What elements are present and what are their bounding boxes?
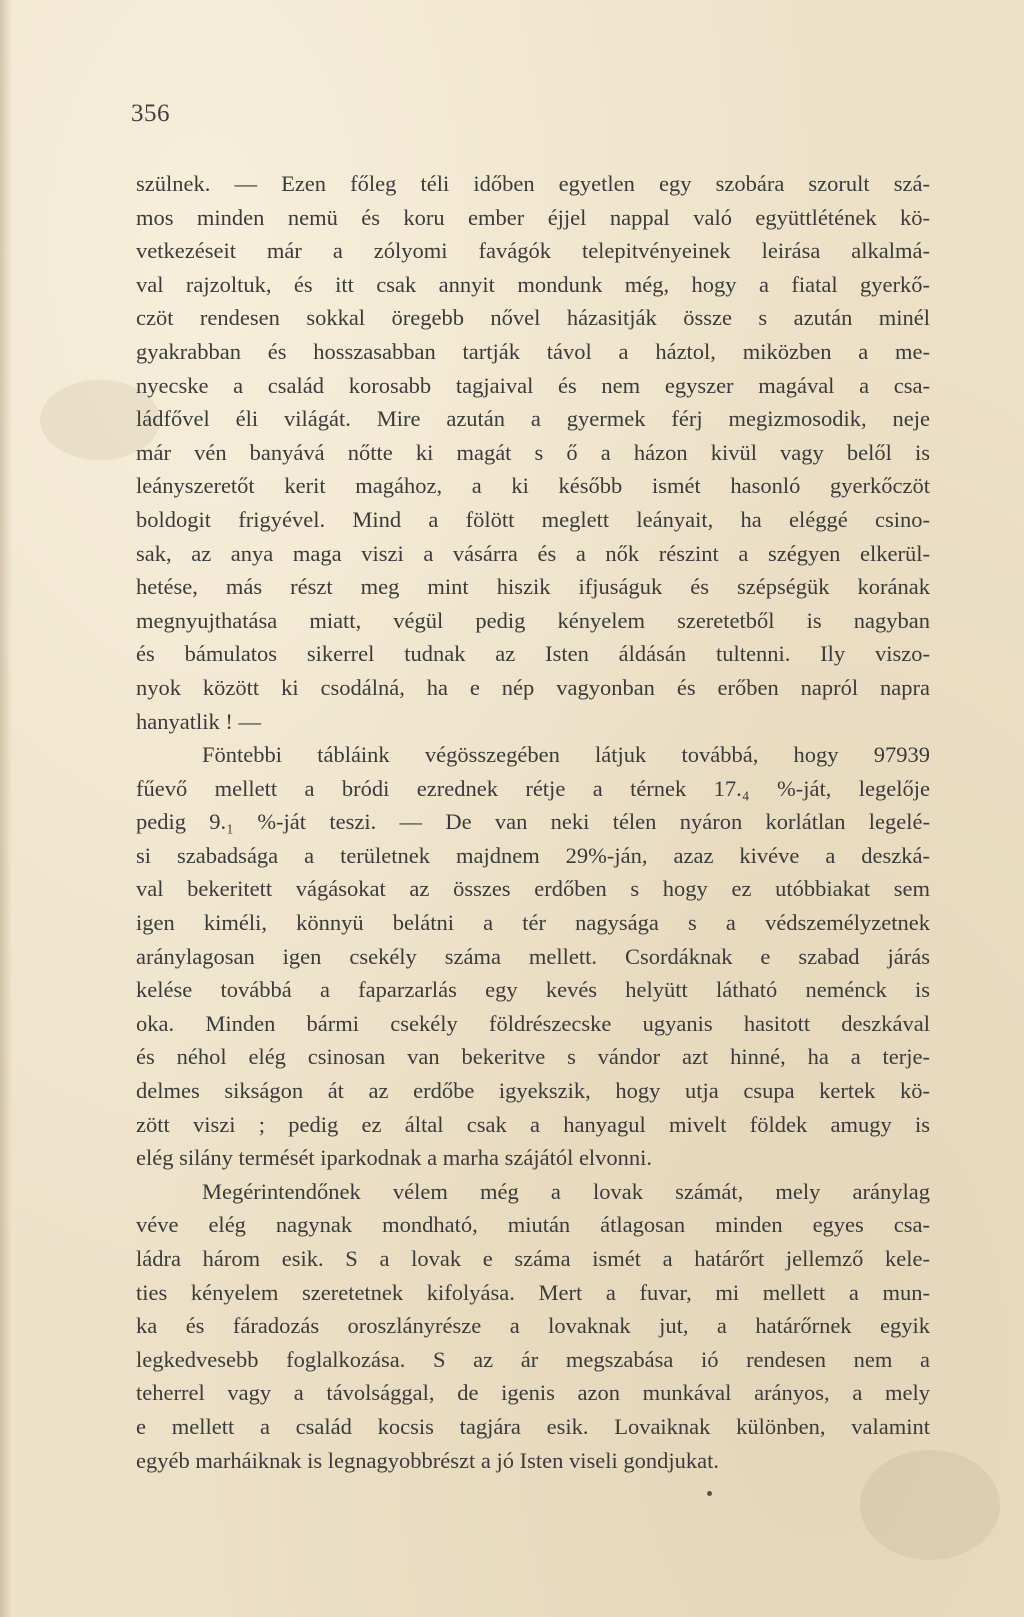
- text-line: elég silány termését iparkodnak a marha szájától elvonni.: [136, 1145, 653, 1171]
- text-line: hetése, más részt meg mint hiszik ifjuságuk és szépségük korának: [136, 574, 930, 600]
- text-line: delmes sikságon át az erdőbe igyekszik, hogy utja csupa kertek kö-: [136, 1078, 930, 1104]
- text-line: vetkezéseit már a zólyomi favágók telepitvényeinek leirása alkalmá-: [136, 238, 930, 264]
- text-line: kelése továbbá a faparzarlás egy kevés helyütt látható neménck is: [136, 977, 930, 1003]
- text-line: egyéb marháiknak is legnagyobbrészt a jó Isten viseli gondjukat.: [136, 1447, 719, 1473]
- ink-dot: [707, 1491, 712, 1496]
- text-line: hanyatlik ! —: [136, 708, 261, 734]
- text-line: véve elég nagynak mondható, miután átlagosan minden egyes csa-: [136, 1212, 930, 1238]
- page-edge-shadow: [0, 0, 12, 1617]
- text-line: gyakrabban és hosszasabban tartják távol a háztol, miközben a me-: [136, 338, 930, 364]
- paragraph: [136, 738, 930, 1175]
- text-line: mos minden nemü és koru ember éjjel nappal való együttlétének kö-: [136, 204, 930, 230]
- text-line: nyok között ki csodálná, ha e nép vagyonban és erőben napról napra: [136, 674, 930, 700]
- text-line: fűevő mellett a bródi ezrednek rétje a térnek 17.₄ %-ját, legelője: [136, 775, 930, 801]
- text-line: ládfővel éli világát. Mire azután a gyermek férj megizmosodik, neje: [136, 406, 930, 432]
- text-line: igen kiméli, könnyü belátni a tér nagysága s a védszemélyzetnek: [136, 910, 930, 936]
- text-line: ties kényelem szeretetnek kifolyása. Mert a fuvar, mi mellett a mun-: [136, 1279, 930, 1305]
- text-line: zött viszi ; pedig ez által csak a hanyagul mivelt földek amugy is: [136, 1111, 930, 1137]
- text-line: si szabadsága a területnek majdnem 29%-ján, azaz kivéve a deszká-: [136, 842, 930, 868]
- text-line: megnyujthatása miatt, végül pedig kényelem szeretetből is nagyban: [136, 607, 930, 633]
- text-line: czöt rendesen sokkal öregebb nővel házasitják össze s azután minél: [136, 305, 930, 331]
- text-line: Megérintendőnek vélem még a lovak számát, mely aránylag: [202, 1178, 930, 1204]
- text-line: val bekeritett vágásokat az összes erdőben s hogy ez utóbbiakat sem: [136, 876, 930, 902]
- paragraph: [136, 1175, 930, 1477]
- text-line: és bámulatos sikerrel tudnak az Isten áldásán tultenni. Ily viszo-: [136, 641, 930, 667]
- text-line: pedig 9.₁ %-ját teszi. — De van neki télen nyáron korlátlan legelé-: [136, 809, 930, 835]
- text-line: nyecske a család korosabb tagjaival és nem egyszer magával a csa-: [136, 372, 930, 398]
- text-line: e mellett a család kocsis tagjára esik. Lovaiknak különben, valamint: [136, 1413, 930, 1439]
- paragraph: [136, 167, 930, 738]
- text-line: boldogit frigyével. Mind a fölött meglett leányait, ha eléggé csino-: [136, 506, 930, 532]
- text-line: ka és fáradozás oroszlányrésze a lovaknak jut, a határőrnek egyik: [136, 1313, 930, 1339]
- text-line: ládra három esik. S a lovak e száma ismét a határőrt jellemző kele-: [136, 1246, 930, 1271]
- text-line: sak, az anya maga viszi a vásárra és a nők részint a szégyen elkerül-: [136, 540, 930, 566]
- text-line: már vén banyává nőtte ki magát s ő a házon kivül vagy belől is: [136, 439, 930, 465]
- text-line: aránylagosan igen csekély száma mellett. Csordáknak e szabad járás: [136, 943, 930, 969]
- text-line: szülnek. — Ezen főleg téli időben egyetlen egy szobára szorult szá-: [136, 171, 930, 196]
- body-text: [136, 167, 930, 1477]
- text-line: Föntebbi tábláink végösszegében látjuk továbbá, hogy 97939: [202, 742, 930, 768]
- text-line: leányszeretőt kerit magához, a ki később ismét hasonló gyerkőczöt: [136, 473, 930, 499]
- text-line: teherrel vagy a távolsággal, de igenis azon munkával arányos, a mely: [136, 1380, 930, 1406]
- page-number: 356: [131, 100, 170, 127]
- text-line: és néhol elég csinosan van bekeritve s vándor azt hinné, ha a terje-: [136, 1044, 930, 1070]
- text-line: oka. Minden bármi csekély földrészecske ugyanis hasitott deszkával: [136, 1010, 930, 1036]
- text-line: legkedvesebb foglalkozása. S az ár megszabása ió rendesen nem a: [136, 1346, 930, 1372]
- text-line: val rajzoltuk, és itt csak annyit mondunk még, hogy a fiatal gyerkő-: [136, 271, 930, 297]
